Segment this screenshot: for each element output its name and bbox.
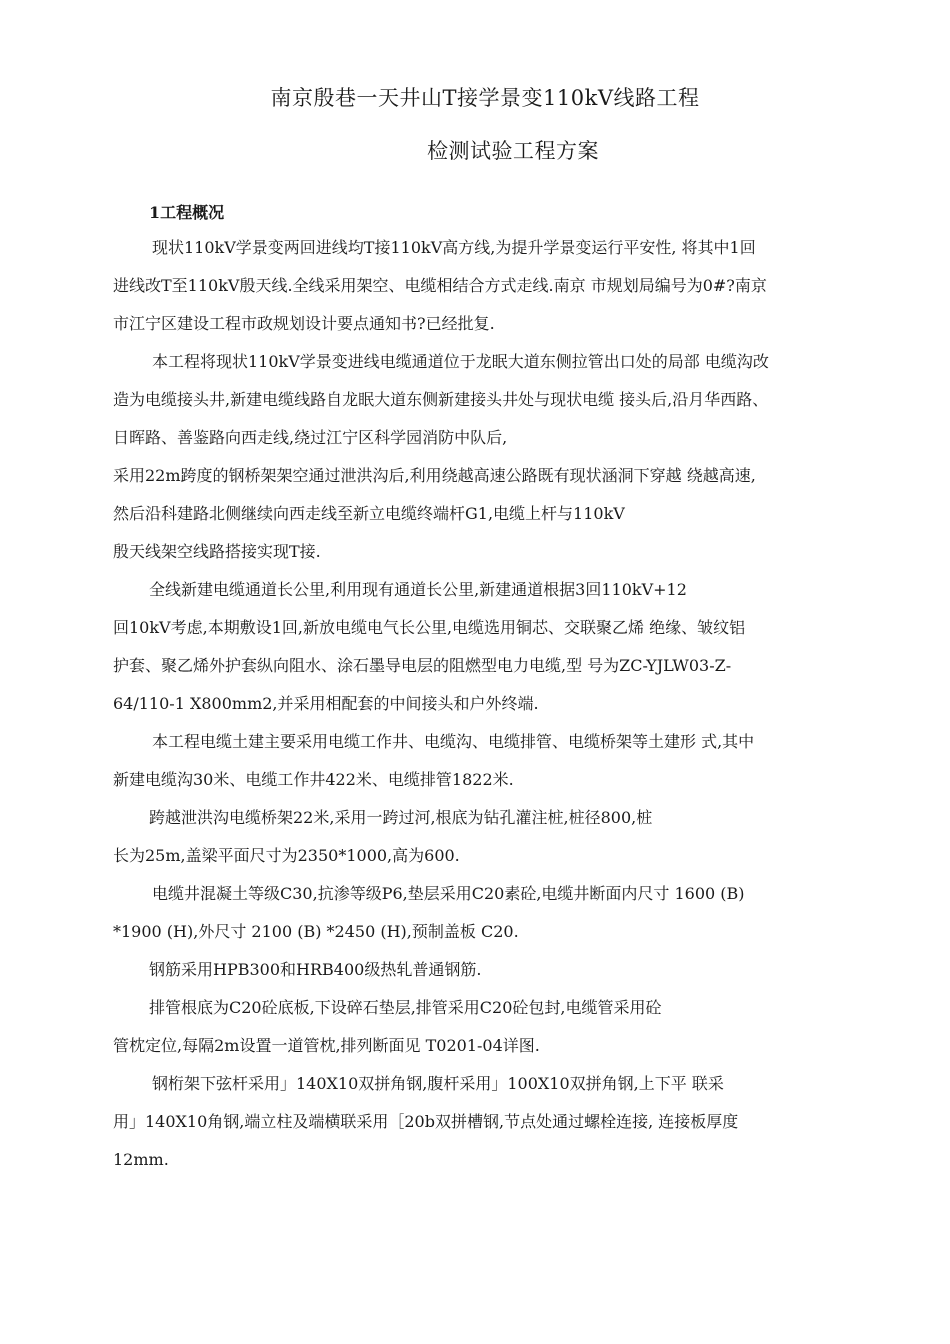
body-line: 护套、聚乙烯外护套纵向阻水、涂石墨导电层的阻燃型电力电缆,型 号为ZC-YJLW03-Z-: [113, 656, 732, 675]
body-line: 管枕定位,每隔2m设置一道管枕,排列断面见 T0201-04详图.: [113, 1036, 540, 1055]
body-line: 跨越泄洪沟电缆桥架22米,采用一跨过河,根底为钻孔灌注桩,桩径800,桩: [149, 808, 653, 827]
body-line: 12mm.: [113, 1150, 169, 1169]
body-line: 回10kV考虑,本期敷设1回,新放电缆电气长公里,电缆选用铜芯、交联聚乙烯 绝缘、皱纹铝: [113, 618, 746, 637]
body-line: 新建电缆沟30米、电缆工作井422米、电缆排管1822米.: [113, 770, 514, 789]
document-title: 南京殷巷一天井山T接学景变110kV线路工程: [270, 86, 700, 110]
body-line: 造为电缆接头井,新建电缆线路自龙眠大道东侧新建接头井处与现状电缆 接头后,沿月华西路、: [113, 390, 769, 409]
body-line: 殷天线架空线路搭接实现T接.: [113, 542, 321, 561]
body-line: 长为25m,盖梁平面尺寸为2350*1000,高为600.: [113, 846, 460, 865]
body-line: 钢桁架下弦杆采用」140X10双拼角钢,腹杆采用」100X10双拼角钢,上下平 联采: [152, 1074, 724, 1093]
body-line: 采用22m跨度的钢桥架架空通过泄洪沟后,利用绕越高速公路既有现状涵洞下穿越 绕越高速,: [113, 466, 756, 485]
body-line: 市江宁区建设工程市政规划设计要点通知书?已经批复.: [113, 314, 495, 333]
body-line: *1900 (H),外尺寸 2100 (B) *2450 (H),预制盖板 C20.: [113, 922, 519, 941]
body-line: 进线改T至110kV殷天线.全线采用架空、电缆相结合方式走线.南京 市规划局编号为0#?南京: [113, 276, 767, 295]
body-line: 日晖路、善鉴路向西走线,绕过江宁区科学园消防中队后,: [113, 428, 508, 447]
body-line: 钢筋采用HPB300和HRB400级热轧普通钢筋.: [149, 960, 482, 979]
body-line: 现状110kV学景变两回进线均T接110kV高方线,为提升学景变运行平安性, 将其中1回: [152, 238, 756, 257]
body-line: 然后沿科建路北侧继续向西走线至新立电缆终端杆G1,电缆上杆与110kV: [113, 504, 625, 523]
body-line: 电缆井混凝土等级C30,抗渗等级P6,垫层采用C20素砼,电缆井断面内尺寸 1600 (B): [152, 884, 745, 903]
body-line: 64/110-1 X800mm2,并采用相配套的中间接头和户外终端.: [113, 694, 539, 713]
body-line: 全线新建电缆通道长公里,利用现有通道长公里,新建通道根据3回110kV+12: [149, 580, 687, 599]
body-line: 排管根底为C20砼底板,下设碎石垫层,排管采用C20砼包封,电缆管采用砼: [149, 998, 662, 1017]
document-subtitle: 检测试验工程方案: [427, 139, 599, 163]
body-line: 用」140X10角钢,端立柱及端横联采用［20b双拼槽钢,节点处通过螺栓连接, 连接板厚度: [113, 1112, 739, 1131]
body-line: 本工程电缆土建主要采用电缆工作井、电缆沟、电缆排管、电缆桥架等土建形 式,其中: [152, 732, 755, 751]
body-line: 本工程将现状110kV学景变进线电缆通道位于龙眠大道东侧拉管出口处的局部 电缆沟改: [152, 352, 769, 371]
section-heading: 1工程概况: [149, 203, 225, 222]
